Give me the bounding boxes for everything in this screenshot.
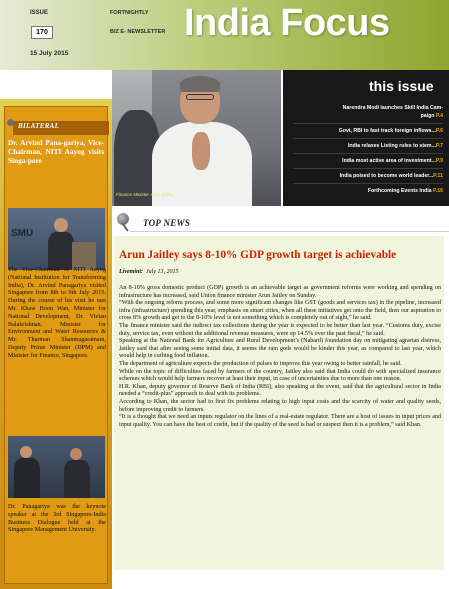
issue-label: ISSUE <box>30 10 49 16</box>
article-paragraph: According to Khan, the sector had to first fix problems relating to high input costs and the scarcity of water and quality seeds, before improving credit to farmers. <box>119 398 441 413</box>
article-paragraph: Speaking at the National Bank for Agriculture and Rural Development’s (Nabard) foundation day on mitigating agrarian distress, Jaitley said that after seeing some initial data, it seems the rain gods would be kinder this year, as compared to last year, which would help in curbing food inflation. <box>119 338 441 360</box>
this-issue-item-continued[interactable] <box>421 113 443 119</box>
sidebar-photo-lecture <box>8 208 105 270</box>
sidebar-paragraph: Dr. Panagariya was the keynote speaker at the 3rd Singapore-India Business Dialogue held at the Singapore Management University. <box>8 503 106 534</box>
top-news-label: TOP NEWS <box>143 218 191 228</box>
this-issue-divider <box>293 123 443 124</box>
this-issue-item-text: Narendra Modi launches Skill India Cam- <box>342 105 443 111</box>
panelist-body <box>14 458 40 498</box>
this-issue-item[interactable] <box>368 188 443 194</box>
panelist-head <box>70 448 82 460</box>
pin-icon <box>7 119 14 126</box>
this-issue-item-page: P.6 <box>435 128 443 134</box>
speaker-head <box>54 218 68 232</box>
article-body <box>119 285 441 429</box>
byline-date: July 13, 2015 <box>146 269 179 275</box>
newsletter-title: India Focus <box>184 2 390 44</box>
this-issue-item-text: India most active area of investment... <box>342 158 436 164</box>
hero-person-folded-hands <box>192 132 210 170</box>
this-issue-divider <box>293 138 443 139</box>
hero-person-glasses <box>186 94 214 100</box>
smu-sign-text: SMU <box>11 228 34 239</box>
article-paragraph: An 8-10% gross domestic product (GDP) growth is an achievable target as government reforms were working and spending on infrastructure has increased, said Union finance minister Arun Jaitley on Sunday. <box>119 285 441 299</box>
article-byline <box>119 269 179 275</box>
this-issue-panel <box>283 70 449 206</box>
this-issue-divider <box>293 168 443 169</box>
this-issue-item-text: Govt, RBI to fast track foreign inflows... <box>338 128 436 134</box>
hero-person-hair <box>180 76 220 92</box>
this-issue-divider <box>293 183 443 184</box>
this-issue-item[interactable] <box>340 173 443 179</box>
speaker-body <box>48 232 74 270</box>
byline-source: Livemint: <box>119 269 143 275</box>
this-issue-item-page: P.9 <box>435 158 443 164</box>
sidebar-headline: Dr. Arvind Pana-gariya, Vice-Chairman, NITI Aayog visits Singa-pore <box>8 138 104 165</box>
issue-date: 15 July 2015 <box>30 50 69 57</box>
this-issue-item[interactable] <box>348 143 443 149</box>
article-title[interactable]: Arun Jaitley says 8-10% GDP growth target is achievable <box>119 249 397 261</box>
this-issue-item[interactable] <box>342 158 443 164</box>
this-issue-item-page: P.7 <box>435 143 443 149</box>
this-issue-item-text: Forthcoming Events India <box>367 188 432 194</box>
hero-photo <box>112 70 281 206</box>
article-paragraph: While on the topic of difficulties faced by farmers of the country, Jaitley also said that India could do with specialized insurance schemes which would help farmers recover at least their input, in case of uncertainties due to more than one reason. <box>119 368 441 383</box>
sidebar-paragraph: The Vice-Chairman of NITI Aayog (National Institution for Transforming India), Dr. Arvind Panagariya visited Singapore from 8th to 9th July 2015. During the course of his visit he met Mr. Khaw Boon Wan, Minister for National Development, Dr. Vivian Balakrishnan, Minister for Environment and Water Resources & Mr. Tharman Shanmugaratnam, Deputy Prime Minister (DPM) and Minister for Finance, Singapore. <box>8 266 106 359</box>
frequency-label: FORTNIGHTLY <box>110 10 149 16</box>
panelist-body <box>64 460 90 498</box>
issue-number: 170 <box>31 26 53 39</box>
article-paragraph: H.R. Khan, deputy governor of Reserve Bank of India (RBI), also speaking at the event, said that the agricultural sector in India needed a “credit-plus” approach to deal with its problems. <box>119 383 441 398</box>
this-issue-item-text: India poised to become world leader... <box>339 173 434 179</box>
article-paragraph: The department of agriculture expects the production of pulses to improve this year owing to better rainfall, he said. <box>119 360 402 367</box>
newsletter-label: BIZ E- NEWSLETTER <box>110 29 166 35</box>
article-paragraph: “It is a thought that we need an inputs regulator on the lines of a real-estate regulator. There are a host of issues in input prices and input quality. You can have the best of credit, but if the quality of the seed is bad or suspect then it is a problem,” said Khan. <box>119 414 441 428</box>
this-issue-item[interactable] <box>339 128 443 134</box>
this-issue-item-text: India relaxes Listing rules to stem... <box>347 143 436 149</box>
this-issue-title: this issue <box>369 78 434 94</box>
sidebar-photo-dialogue <box>8 436 105 498</box>
article-paragraph: The finance minister said the indirect tax collections during the year is expected to be better than last year. “Customs duty, excise duty, service tax, even without the additional revenue measures, were up 14.5% over the past fiscal,” he said. <box>119 322 441 337</box>
hero-caption: Finance Minister Arun Jaitley <box>116 192 174 197</box>
section-label: BILATERAL <box>18 122 60 130</box>
this-issue-item-page: P.4 <box>435 113 443 119</box>
panelist-head <box>20 446 32 458</box>
article-paragraph: “With the ongoing reform process, and some more significant changes like GST (goods and services tax) in the pipeline, increased infra (infrastructure) spending this year, emphasis on smart cities, when all these initiatives get onto the field, then our aspiration to cross 8% growth and get to the 8-10% level is not something which is completely out of sight,” he said. <box>119 300 441 322</box>
this-issue-divider <box>293 153 443 154</box>
this-issue-item-page: P.16 <box>432 188 443 194</box>
this-issue-item-page: P.11 <box>433 173 443 179</box>
this-issue-item[interactable] <box>343 105 443 111</box>
this-issue-item-text: paign <box>420 113 435 119</box>
